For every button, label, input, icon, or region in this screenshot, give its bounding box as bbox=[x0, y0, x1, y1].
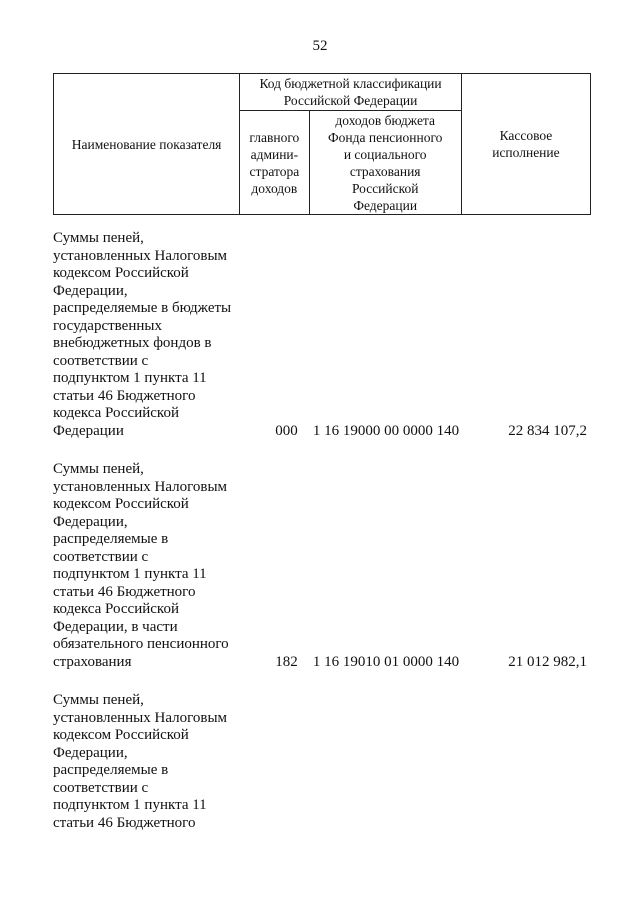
header-code-group-line: Код бюджетной классификации bbox=[259, 76, 442, 91]
row-name-line: установленных Налоговым bbox=[53, 478, 228, 495]
header-name: Наименование показателя bbox=[71, 136, 222, 152]
row-name bbox=[53, 461, 243, 671]
row-name-line: страхования bbox=[53, 653, 132, 670]
row-name-line: кодекса Российской bbox=[53, 601, 179, 617]
row-name-line: кодексом Российской bbox=[53, 265, 189, 281]
row-name-line: подпунктом 1 пункта 11 bbox=[53, 566, 207, 582]
row-name-line: Федерации, bbox=[53, 282, 128, 299]
row-cash-amount: 22 834 107,2 bbox=[508, 422, 587, 439]
row-name-line: Суммы пеней, bbox=[53, 461, 144, 477]
header-income-line: Российской bbox=[351, 180, 419, 196]
row-name-line: кодекса Российской bbox=[53, 405, 179, 421]
header-income-line: Федерации bbox=[353, 197, 418, 213]
table-row bbox=[53, 692, 591, 832]
row-name-line: подпунктом 1 пункта 11 bbox=[53, 797, 207, 813]
row-name-line: Федерации bbox=[53, 422, 124, 439]
row-name-line: соответствии с bbox=[53, 779, 149, 796]
row-name-line: статьи 46 Бюджетного bbox=[53, 387, 196, 404]
header-admin-line: главного bbox=[249, 129, 300, 145]
row-name-line: установленных Налоговым bbox=[53, 709, 228, 726]
row-name bbox=[53, 692, 243, 832]
row-name-line: статьи 46 Бюджетного bbox=[53, 583, 196, 600]
row-name-line: кодексом Российской bbox=[53, 727, 189, 743]
header-admin-line: админи- bbox=[250, 146, 299, 162]
header-income-line: доходов бюджета bbox=[335, 112, 435, 128]
row-name-line: Федерации, bbox=[53, 513, 128, 530]
row-name-line: обязательного пенсионного bbox=[53, 636, 229, 652]
row-admin-code: 000 bbox=[275, 422, 298, 439]
row-admin-code: 182 bbox=[275, 653, 298, 670]
row-name-line: подпунктом 1 пункта 11 bbox=[53, 370, 207, 386]
header-income-line: Фонда пенсионного bbox=[327, 129, 443, 145]
header-cash-line: Кассовое bbox=[499, 128, 553, 143]
row-name-line: соответствии с bbox=[53, 548, 149, 565]
header-admin-cell bbox=[240, 111, 309, 215]
header-income-line: и социального bbox=[343, 146, 427, 162]
row-name-line: Суммы пеней, bbox=[53, 692, 144, 708]
header-income-line: страхования bbox=[349, 163, 421, 179]
row-kbk-code: 1 16 19010 01 0000 140 bbox=[312, 653, 460, 670]
header-code-group-line: Российской Федерации bbox=[283, 93, 418, 108]
row-name-line: Федерации, в части bbox=[53, 618, 178, 635]
row-name-line: распределяемые в bbox=[53, 531, 169, 547]
row-name-line: распределяемые в бюджеты bbox=[53, 300, 232, 316]
header-cash-line: исполнение bbox=[492, 145, 560, 160]
row-name-line: кодексом Российской bbox=[53, 496, 189, 512]
header-income-cell bbox=[309, 111, 461, 215]
table-row bbox=[53, 230, 591, 440]
row-kbk-code: 1 16 19000 00 0000 140 bbox=[312, 422, 460, 439]
row-name-line: соответствии с bbox=[53, 352, 149, 369]
page-number: 52 bbox=[312, 38, 328, 54]
header-name-cell bbox=[54, 74, 240, 215]
row-name-line: Федерации, bbox=[53, 744, 128, 761]
row-name-line: Суммы пеней, bbox=[53, 230, 144, 246]
row-name-line: установленных Налоговым bbox=[53, 247, 228, 264]
header-code-group-cell bbox=[240, 74, 462, 111]
row-name-line: государственных bbox=[53, 317, 162, 334]
table-row bbox=[53, 461, 591, 671]
table-header bbox=[53, 73, 591, 215]
header-admin-line: стратора bbox=[249, 163, 300, 179]
row-name-line: внебюджетных фондов в bbox=[53, 335, 212, 351]
row-cash-amount: 21 012 982,1 bbox=[508, 653, 587, 670]
header-admin-line: доходов bbox=[251, 180, 298, 196]
table-body bbox=[53, 230, 591, 853]
row-name-line: статьи 46 Бюджетного bbox=[53, 814, 196, 831]
row-name-line: распределяемые в bbox=[53, 762, 169, 778]
row-name bbox=[53, 230, 243, 440]
header-cash-cell bbox=[461, 74, 590, 215]
